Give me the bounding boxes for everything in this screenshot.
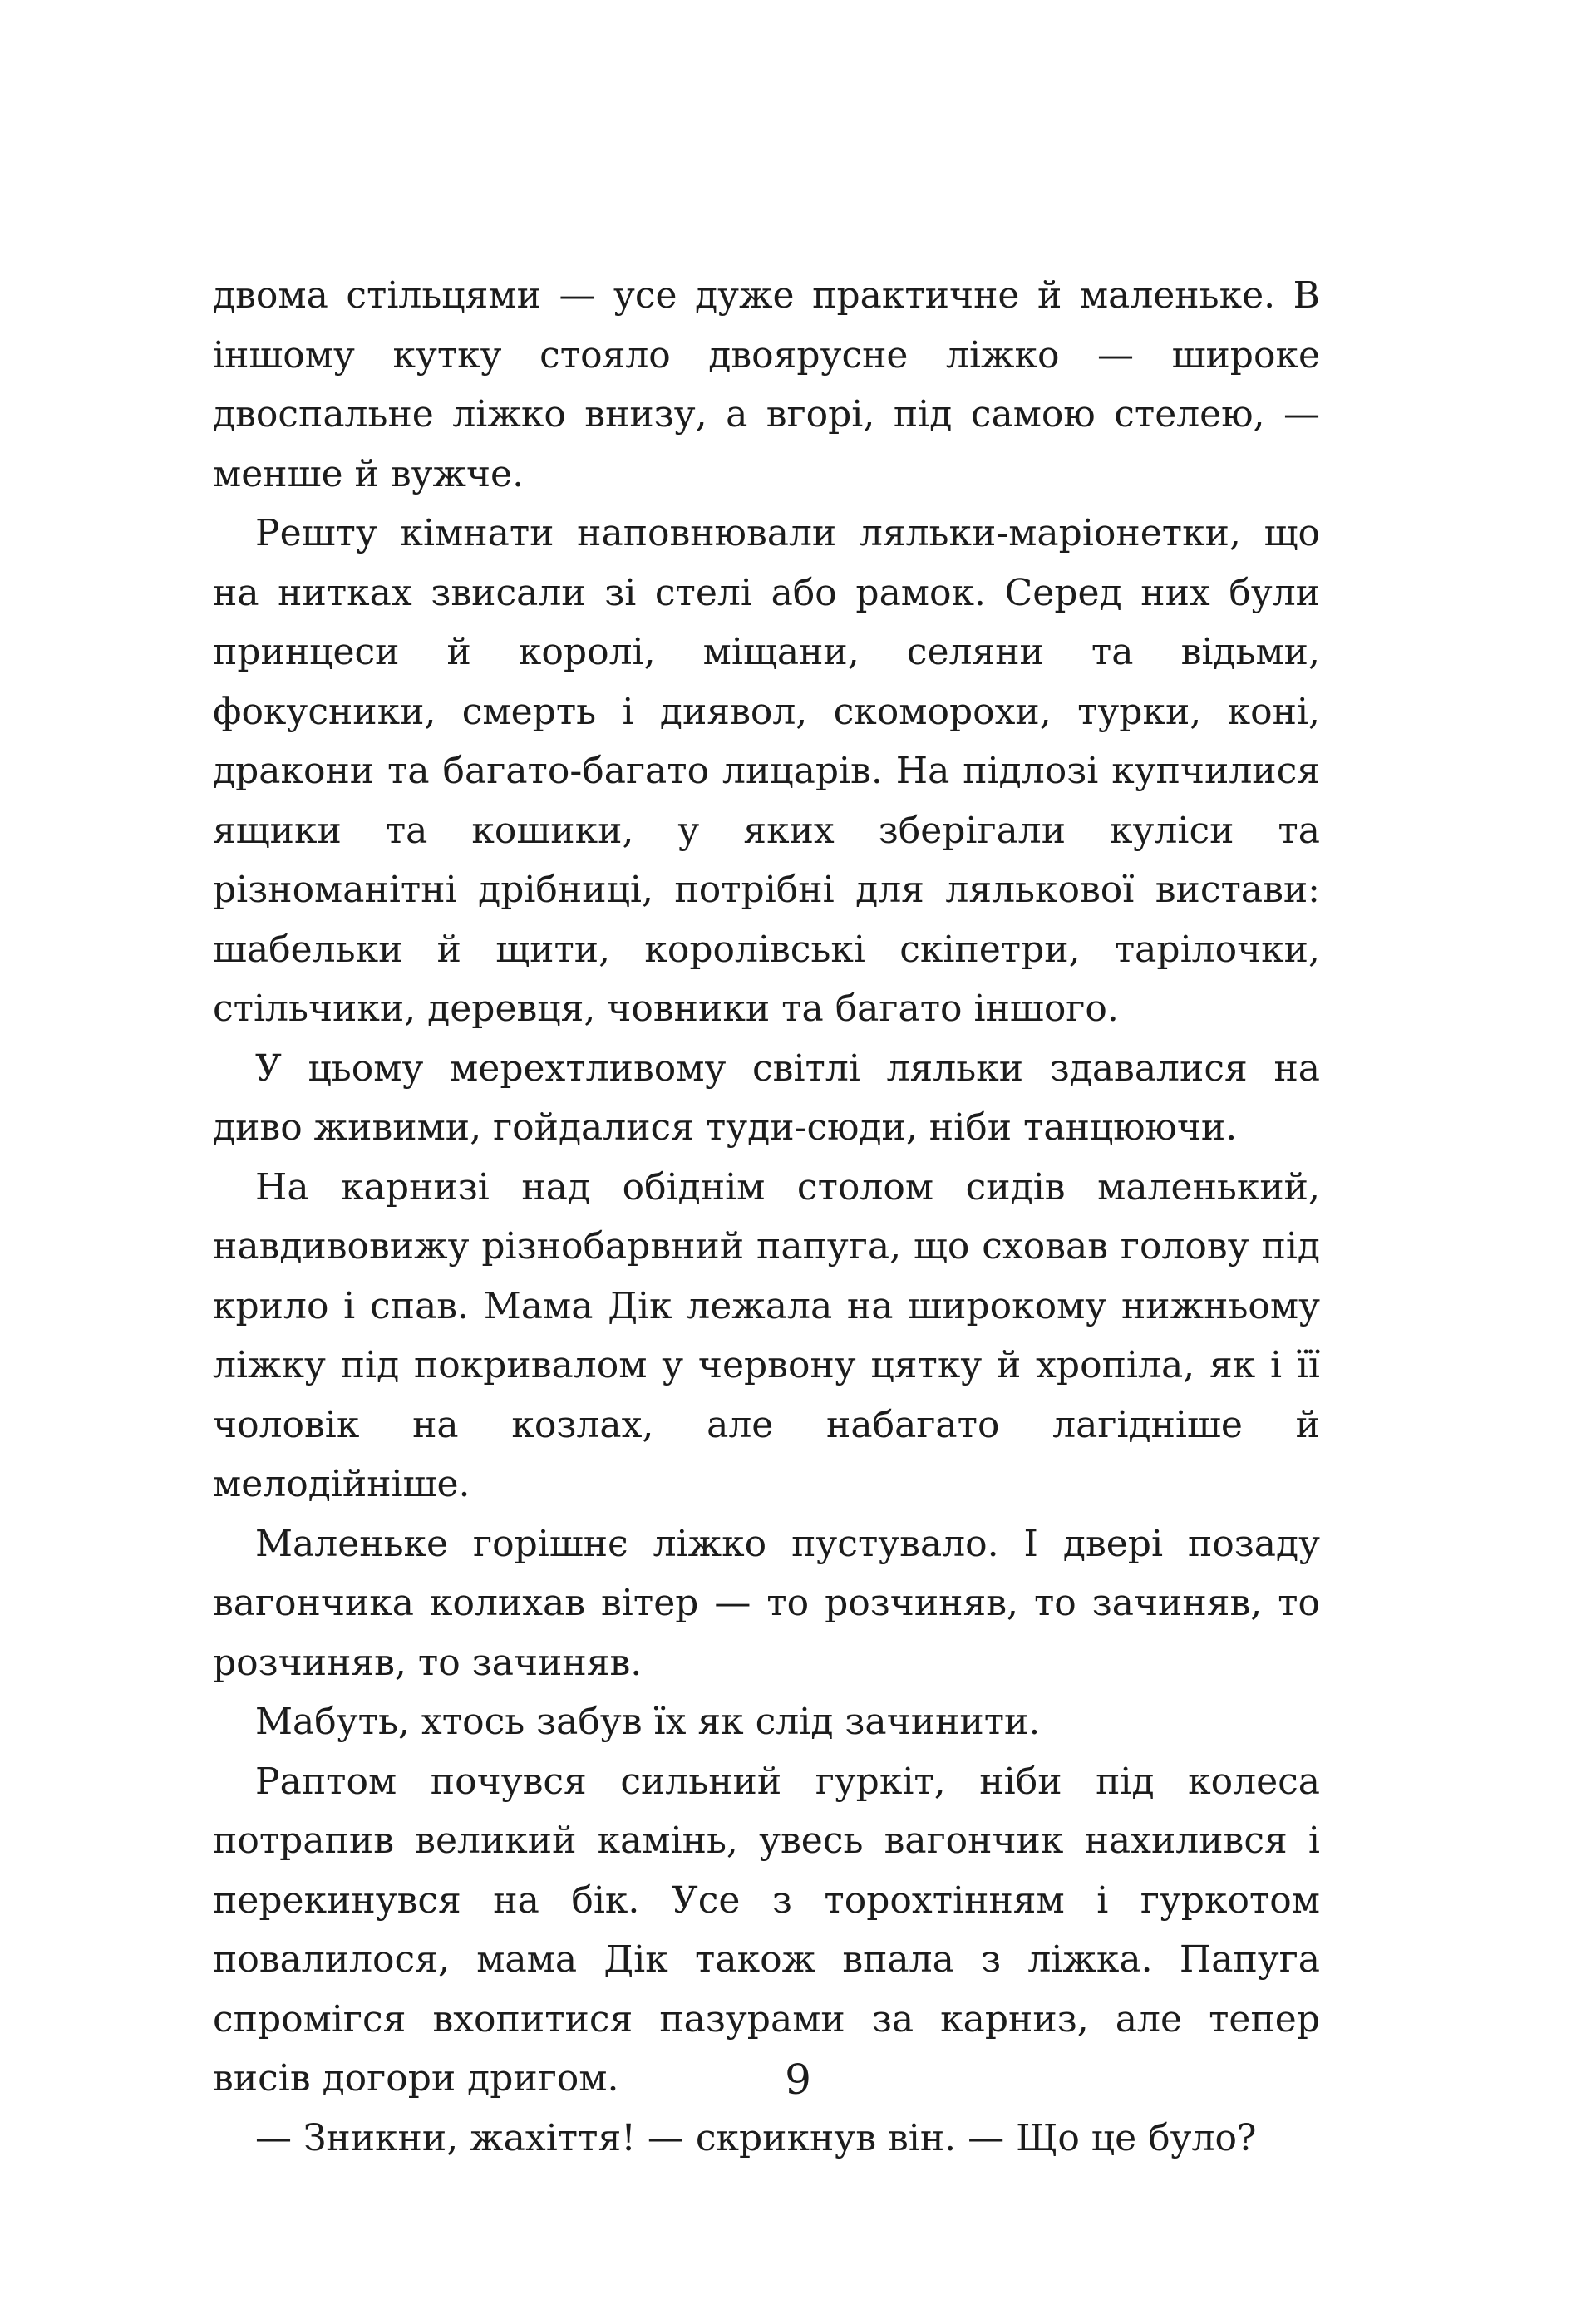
- page-number: 9: [785, 2056, 811, 2104]
- paragraph-puppets: Решту кімнати наповнювали ляльки-маріонетки, що на нитках звисали зі стелі або рамок. Серед них були принцеси й королі, міщани, селяни та відьми, фокусники, смерть і диявол, скоморохи, турки, коні, дракони та багато-багато лицарів. На підлозі купчилися ящики та кошики, у яких зберігали куліси та різноманітні дрібниці, потрібні для лялькової вистави: шабельки й щити, королівські скіпетри, тарілочки, стільчики, деревця, човники та багато іншого.: [213, 512, 1320, 1030]
- body-text: [213, 266, 1320, 2168]
- paragraph-empty-bed: Маленьке горішнє ліжко пустувало. І двері позаду вагончика колихав вітер — то розчиняв, то зачиняв, то розчиняв, то зачиняв.: [213, 1522, 1320, 1684]
- paragraph-continuation: двома стільцями — усе дуже практичне й маленьке. В іншому кутку стояло двоярусне ліжко — широке двоспальне ліжко внизу, а вгорі, під самою стелею, — менше й вужче.: [213, 274, 1320, 495]
- paragraph-dialogue: — Зникни, жахіття! — скрикнув він. — Що це було?: [255, 2116, 1257, 2159]
- paragraph-forgot-to-close: Мабуть, хтось забув їх як слід зачинити.: [255, 1701, 1041, 1743]
- paragraph-flickering-light: У цьому мерехтливому світлі ляльки здавалися на диво живими, гойдалися туди-сюди, ніби танцюючи.: [213, 1046, 1320, 1149]
- paragraph-parrot: На карнизі над обіднім столом сидів маленький, навдивовижу різнобарвний папуга, що сховав голову під крило і спав. Мама Дік лежала на широкому нижньому ліжку під покривалом у червону цятку й хропіла, як і її чоловік на козлах, але набагато лагідніше й мелодійніше.: [213, 1165, 1320, 1505]
- paragraph-crash: Раптом почувся сильний гуркіт, ніби під колеса потрапив великий камінь, увесь вагончик нахилився і перекинувся на бік. Усе з торохтінням і гуркотом повалилося, мама Дік також впала з ліжка. Папуга спромігся вхопитися пазурами за карниз, але тепер висів догори дригом.: [213, 1760, 1320, 2100]
